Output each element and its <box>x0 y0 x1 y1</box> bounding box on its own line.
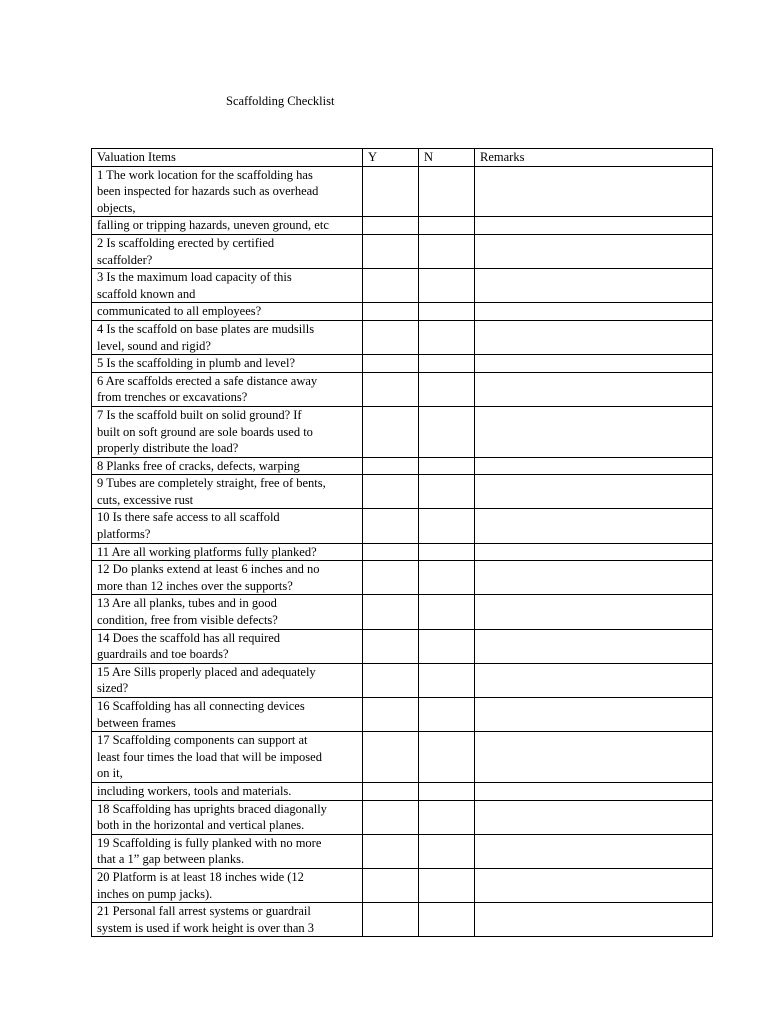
checklist-body <box>92 166 713 937</box>
remarks-cell[interactable] <box>475 732 713 783</box>
table-row <box>92 475 713 509</box>
remarks-cell[interactable] <box>475 561 713 595</box>
no-cell[interactable] <box>419 595 475 629</box>
table-row <box>92 166 713 217</box>
valuation-item-text: 12 Do planks extend at least 6 inches and no <box>97 562 320 577</box>
no-cell[interactable] <box>419 629 475 663</box>
valuation-item-cell <box>92 234 363 268</box>
remarks-cell[interactable] <box>475 834 713 868</box>
valuation-item-cell <box>92 372 363 406</box>
yes-cell[interactable] <box>363 303 419 321</box>
valuation-item-text: 4 Is the scaffold on base plates are mudsills <box>97 321 315 336</box>
remarks-cell[interactable] <box>475 303 713 321</box>
valuation-item-cell <box>92 457 363 475</box>
no-cell[interactable] <box>419 663 475 697</box>
remarks-cell[interactable] <box>475 166 713 217</box>
yes-cell[interactable] <box>363 475 419 509</box>
valuation-item-text: 6 Are scaffolds erected a safe distance away <box>97 373 318 388</box>
no-cell[interactable] <box>419 269 475 303</box>
yes-cell[interactable] <box>363 800 419 834</box>
valuation-item-text: least four times the load that will be imposed <box>97 749 322 764</box>
no-cell[interactable] <box>419 355 475 373</box>
remarks-cell[interactable] <box>475 509 713 543</box>
no-cell[interactable] <box>419 782 475 800</box>
no-cell[interactable] <box>419 320 475 354</box>
yes-cell[interactable] <box>363 561 419 595</box>
remarks-cell[interactable] <box>475 595 713 629</box>
no-cell[interactable] <box>419 217 475 235</box>
valuation-item-text: 2 Is scaffolding erected by certified <box>97 235 275 250</box>
yes-cell[interactable] <box>363 663 419 697</box>
table-row <box>92 561 713 595</box>
valuation-item-text: 18 Scaffolding has uprights braced diagonally <box>97 801 327 816</box>
header-no: N <box>419 149 475 167</box>
no-cell[interactable] <box>419 234 475 268</box>
header-yes: Y <box>363 149 419 167</box>
table-row <box>92 732 713 783</box>
yes-cell[interactable] <box>363 834 419 868</box>
yes-cell[interactable] <box>363 698 419 732</box>
no-cell[interactable] <box>419 561 475 595</box>
valuation-item-text: 9 Tubes are completely straight, free of bents, <box>97 476 326 491</box>
remarks-cell[interactable] <box>475 543 713 561</box>
valuation-item-text: more than 12 inches over the supports? <box>97 578 293 593</box>
valuation-item-text: 15 Are Sills properly placed and adequately <box>97 664 316 679</box>
yes-cell[interactable] <box>363 782 419 800</box>
valuation-item-cell <box>92 782 363 800</box>
remarks-cell[interactable] <box>475 406 713 457</box>
page-title: Scaffolding Checklist <box>226 94 335 108</box>
no-cell[interactable] <box>419 698 475 732</box>
valuation-item-cell <box>92 320 363 354</box>
valuation-item-text: guardrails and toe boards? <box>97 647 229 662</box>
yes-cell[interactable] <box>363 868 419 902</box>
no-cell[interactable] <box>419 903 475 937</box>
remarks-cell[interactable] <box>475 868 713 902</box>
table-row <box>92 698 713 732</box>
yes-cell[interactable] <box>363 372 419 406</box>
valuation-item-cell <box>92 595 363 629</box>
valuation-item-text: falling or tripping hazards, uneven ground, etc <box>97 218 329 233</box>
table-row <box>92 543 713 561</box>
valuation-item-cell <box>92 355 363 373</box>
yes-cell[interactable] <box>363 320 419 354</box>
table-row <box>92 303 713 321</box>
valuation-item-cell <box>92 834 363 868</box>
table-row <box>92 595 713 629</box>
valuation-item-cell <box>92 561 363 595</box>
no-cell[interactable] <box>419 166 475 217</box>
table-row <box>92 834 713 868</box>
valuation-item-cell <box>92 663 363 697</box>
valuation-item-cell <box>92 903 363 937</box>
valuation-item-text: 5 Is the scaffolding in plumb and level? <box>97 356 295 371</box>
yes-cell[interactable] <box>363 166 419 217</box>
valuation-item-text: inches on pump jacks). <box>97 886 213 901</box>
valuation-item-text: communicated to all employees? <box>97 304 262 319</box>
valuation-item-text: objects, <box>97 200 136 215</box>
valuation-item-text: 16 Scaffolding has all connecting devices <box>97 699 305 713</box>
valuation-item-cell <box>92 217 363 235</box>
valuation-item-cell <box>92 800 363 834</box>
valuation-item-text: sized? <box>97 681 129 696</box>
valuation-item-text: properly distribute the load? <box>97 441 239 456</box>
valuation-item-text: both in the horizontal and vertical planes. <box>97 818 305 833</box>
yes-cell[interactable] <box>363 269 419 303</box>
table-row <box>92 269 713 303</box>
valuation-item-text: platforms? <box>97 527 151 542</box>
no-cell[interactable] <box>419 732 475 783</box>
no-cell[interactable] <box>419 406 475 457</box>
table-row <box>92 406 713 457</box>
remarks-cell[interactable] <box>475 782 713 800</box>
no-cell[interactable] <box>419 457 475 475</box>
valuation-item-text: including workers, tools and materials. <box>97 783 292 798</box>
valuation-item-text: 17 Scaffolding components can support at <box>97 733 308 748</box>
valuation-item-cell <box>92 509 363 543</box>
valuation-item-text: 14 Does the scaffold has all required <box>97 630 281 645</box>
valuation-item-cell <box>92 732 363 783</box>
remarks-cell[interactable] <box>475 269 713 303</box>
valuation-item-cell <box>92 303 363 321</box>
valuation-item-cell <box>92 269 363 303</box>
remarks-cell[interactable] <box>475 217 713 235</box>
yes-cell[interactable] <box>363 732 419 783</box>
table-row <box>92 903 713 937</box>
valuation-item-text: 3 Is the maximum load capacity of this <box>97 270 292 285</box>
table-row <box>92 782 713 800</box>
valuation-item-cell <box>92 629 363 663</box>
valuation-item-text: cuts, excessive rust <box>97 492 194 507</box>
no-cell[interactable] <box>419 834 475 868</box>
table-row <box>92 355 713 373</box>
no-cell[interactable] <box>419 475 475 509</box>
valuation-item-text: system is used if work height is over than 3 <box>97 920 314 935</box>
table-row <box>92 457 713 475</box>
no-cell[interactable] <box>419 303 475 321</box>
valuation-item-cell <box>92 698 363 732</box>
checklist-table <box>91 148 713 937</box>
valuation-item-text: 13 Are all planks, tubes and in good <box>97 596 277 611</box>
valuation-item-text: scaffolder? <box>97 252 153 267</box>
valuation-item-text: 10 Is there safe access to all scaffold <box>97 510 280 525</box>
remarks-cell[interactable] <box>475 355 713 373</box>
no-cell[interactable] <box>419 800 475 834</box>
remarks-cell[interactable] <box>475 903 713 937</box>
remarks-cell[interactable] <box>475 698 713 732</box>
yes-cell[interactable] <box>363 406 419 457</box>
valuation-item-text: 19 Scaffolding is fully planked with no more <box>97 835 322 850</box>
yes-cell[interactable] <box>363 234 419 268</box>
remarks-cell[interactable] <box>475 475 713 509</box>
yes-cell[interactable] <box>363 903 419 937</box>
valuation-item-cell <box>92 406 363 457</box>
table-row <box>92 629 713 663</box>
table-row <box>92 868 713 902</box>
yes-cell[interactable] <box>363 543 419 561</box>
valuation-item-text: that a 1” gap between planks. <box>97 852 245 867</box>
remarks-cell[interactable] <box>475 372 713 406</box>
no-cell[interactable] <box>419 509 475 543</box>
yes-cell[interactable] <box>363 457 419 475</box>
valuation-item-text: between frames <box>97 715 176 730</box>
table-row <box>92 509 713 543</box>
table-row <box>92 320 713 354</box>
valuation-item-cell <box>92 475 363 509</box>
yes-cell[interactable] <box>363 595 419 629</box>
remarks-cell[interactable] <box>475 629 713 663</box>
valuation-item-text: 21 Personal fall arrest systems or guardrail <box>97 904 311 919</box>
remarks-cell[interactable] <box>475 457 713 475</box>
remarks-cell[interactable] <box>475 234 713 268</box>
remarks-cell[interactable] <box>475 663 713 697</box>
no-cell[interactable] <box>419 543 475 561</box>
valuation-item-text: 20 Platform is at least 18 inches wide (12 <box>97 869 304 884</box>
no-cell[interactable] <box>419 868 475 902</box>
yes-cell[interactable] <box>363 509 419 543</box>
table-row <box>92 234 713 268</box>
valuation-item-text: 7 Is the scaffold built on solid ground? If <box>97 407 302 422</box>
valuation-item-text: on it, <box>97 766 123 781</box>
valuation-item-text: 8 Planks free of cracks, defects, warping <box>97 458 300 473</box>
table-row <box>92 372 713 406</box>
header-valuation-items: Valuation Items <box>92 149 363 167</box>
header-row <box>92 149 713 167</box>
yes-cell[interactable] <box>363 629 419 663</box>
valuation-item-text: level, sound and rigid? <box>97 338 211 353</box>
valuation-item-text: from trenches or excavations? <box>97 390 248 405</box>
valuation-item-text: built on soft ground are sole boards used to <box>97 424 313 439</box>
remarks-cell[interactable] <box>475 800 713 834</box>
valuation-item-text: condition, free from visible defects? <box>97 613 278 628</box>
valuation-item-text: scaffold known and <box>97 286 196 301</box>
yes-cell[interactable] <box>363 355 419 373</box>
valuation-item-cell <box>92 543 363 561</box>
table-row <box>92 663 713 697</box>
valuation-item-cell <box>92 166 363 217</box>
no-cell[interactable] <box>419 372 475 406</box>
header-remarks: Remarks <box>475 149 713 167</box>
valuation-item-text: 1 The work location for the scaffolding has <box>97 167 313 182</box>
remarks-cell[interactable] <box>475 320 713 354</box>
valuation-item-text: 11 Are all working platforms fully planked? <box>97 544 317 559</box>
table-row <box>92 217 713 235</box>
yes-cell[interactable] <box>363 217 419 235</box>
table-row <box>92 800 713 834</box>
valuation-item-cell <box>92 868 363 902</box>
valuation-item-text: been inspected for hazards such as overhead <box>97 184 319 199</box>
